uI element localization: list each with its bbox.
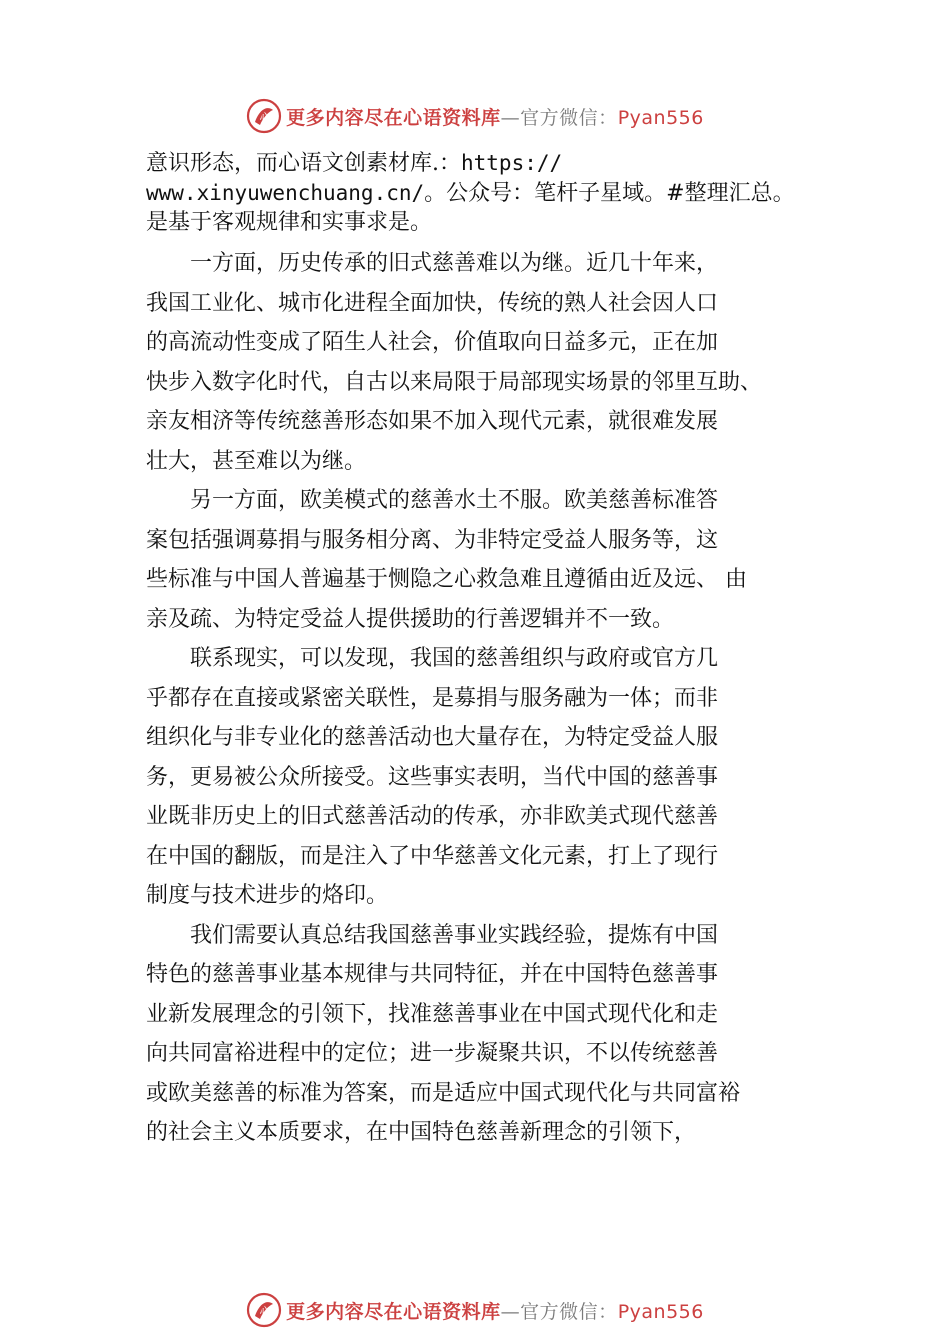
line-text: 。公众号：笔杆子星域。#整理汇总。 [424,181,795,206]
text-line: 特色的慈善事业基本规律与共同特征，并在中国特色慈善事 [146,962,719,987]
text-line: 亲及疏、为特定受益人提供援助的行善逻辑并不一致。 [146,606,675,632]
text-line: 快步入数字化时代，自古以来局限于局部现实场景的邻里互助、 [146,369,763,395]
line-text: 意识形态，而心语文创素材库.： [146,151,461,176]
text-line-2 [146,178,836,208]
text-line: 组织化与非专业化的慈善活动也大量存在，为特定受益人服 [146,725,719,750]
link-text[interactable]: www.xinyuwenchuang.cn/ [146,181,425,205]
banner-slogan: 更多内容尽在心语资料库 [286,1300,501,1323]
text-line: 务，更易被公众所接受。这些事实表明，当代中国的慈善事 [146,764,719,790]
text-line: 在中国的翻版，而是注入了中华慈善文化元素，打上了现行 [146,843,719,869]
document-body [146,148,836,1153]
paragraph-start: 另一方面，欧美模式的慈善水土不服。欧美慈善标准答 [190,488,719,513]
banner-separator: — [500,106,521,129]
paragraph-start: 联系现实，可以发现，我国的慈善组织与政府或官方几 [190,646,719,671]
brand-logo-icon [246,1292,282,1328]
link-text[interactable]: https:// [461,151,563,175]
banner-separator: — [500,1300,521,1323]
text-line: 乎都存在直接或紧密关联性，是募捐与服务融为一体；而非 [146,685,719,711]
text-line: 向共同富裕进程中的定位；进一步凝聚共识，不以传统慈善 [146,1041,719,1066]
wechat-label: 官方微信： [520,1300,618,1323]
text-line: 些标准与中国人普遍基于恻隐之心救急难且遵循由近及远、 由 [146,567,747,592]
paragraph-start: 我们需要认真总结我国慈善事业实践经验，提炼有中国 [190,922,719,948]
paragraph-start: 一方面，历史传承的旧式慈善难以为继。近几十年来， [190,251,719,276]
text-line: 我国工业化、城市化进程全面加快，传统的熟人社会因人口 [146,290,719,316]
text-line: 的高流动性变成了陌生人社会，价值取向日益多元，正在加 [146,330,719,355]
text-line: 的社会主义本质要求，在中国特色慈善新理念的引领下， [146,1120,697,1145]
text-line: 业新发展理念的引领下，找准慈善事业在中国式现代化和走 [146,1001,719,1027]
text-line-1 [146,148,836,178]
line-text: 是基于客观规律和实事求是。 [146,210,433,235]
header-banner [0,94,950,138]
logo-letter: 心 [259,1305,271,1318]
text-line: 制度与技术进步的烙印。 [146,883,389,908]
wechat-id: Pyan556 [617,106,704,129]
text-line: 案包括强调募捐与服务相分离、为非特定受益人服务等，这 [146,527,719,553]
footer-banner [0,1288,950,1332]
text-line: 或欧美慈善的标准为答案，而是适应中国式现代化与共同富裕 [146,1080,741,1106]
text-line: 业既非历史上的旧式慈善活动的传承，亦非欧美式现代慈善 [146,804,719,829]
banner-text [286,1297,704,1324]
text-line: 亲友相济等传统慈善形态如果不加入现代元素，就很难发展 [146,409,719,434]
banner-slogan: 更多内容尽在心语资料库 [286,106,501,129]
wechat-label: 官方微信： [520,106,618,129]
banner-text [286,103,704,130]
text-line-3 [146,208,836,238]
brand-logo-icon [246,98,282,134]
logo-letter: 心 [259,111,271,124]
text-line: 壮大，甚至难以为继。 [146,448,367,474]
wechat-id: Pyan556 [617,1300,704,1323]
